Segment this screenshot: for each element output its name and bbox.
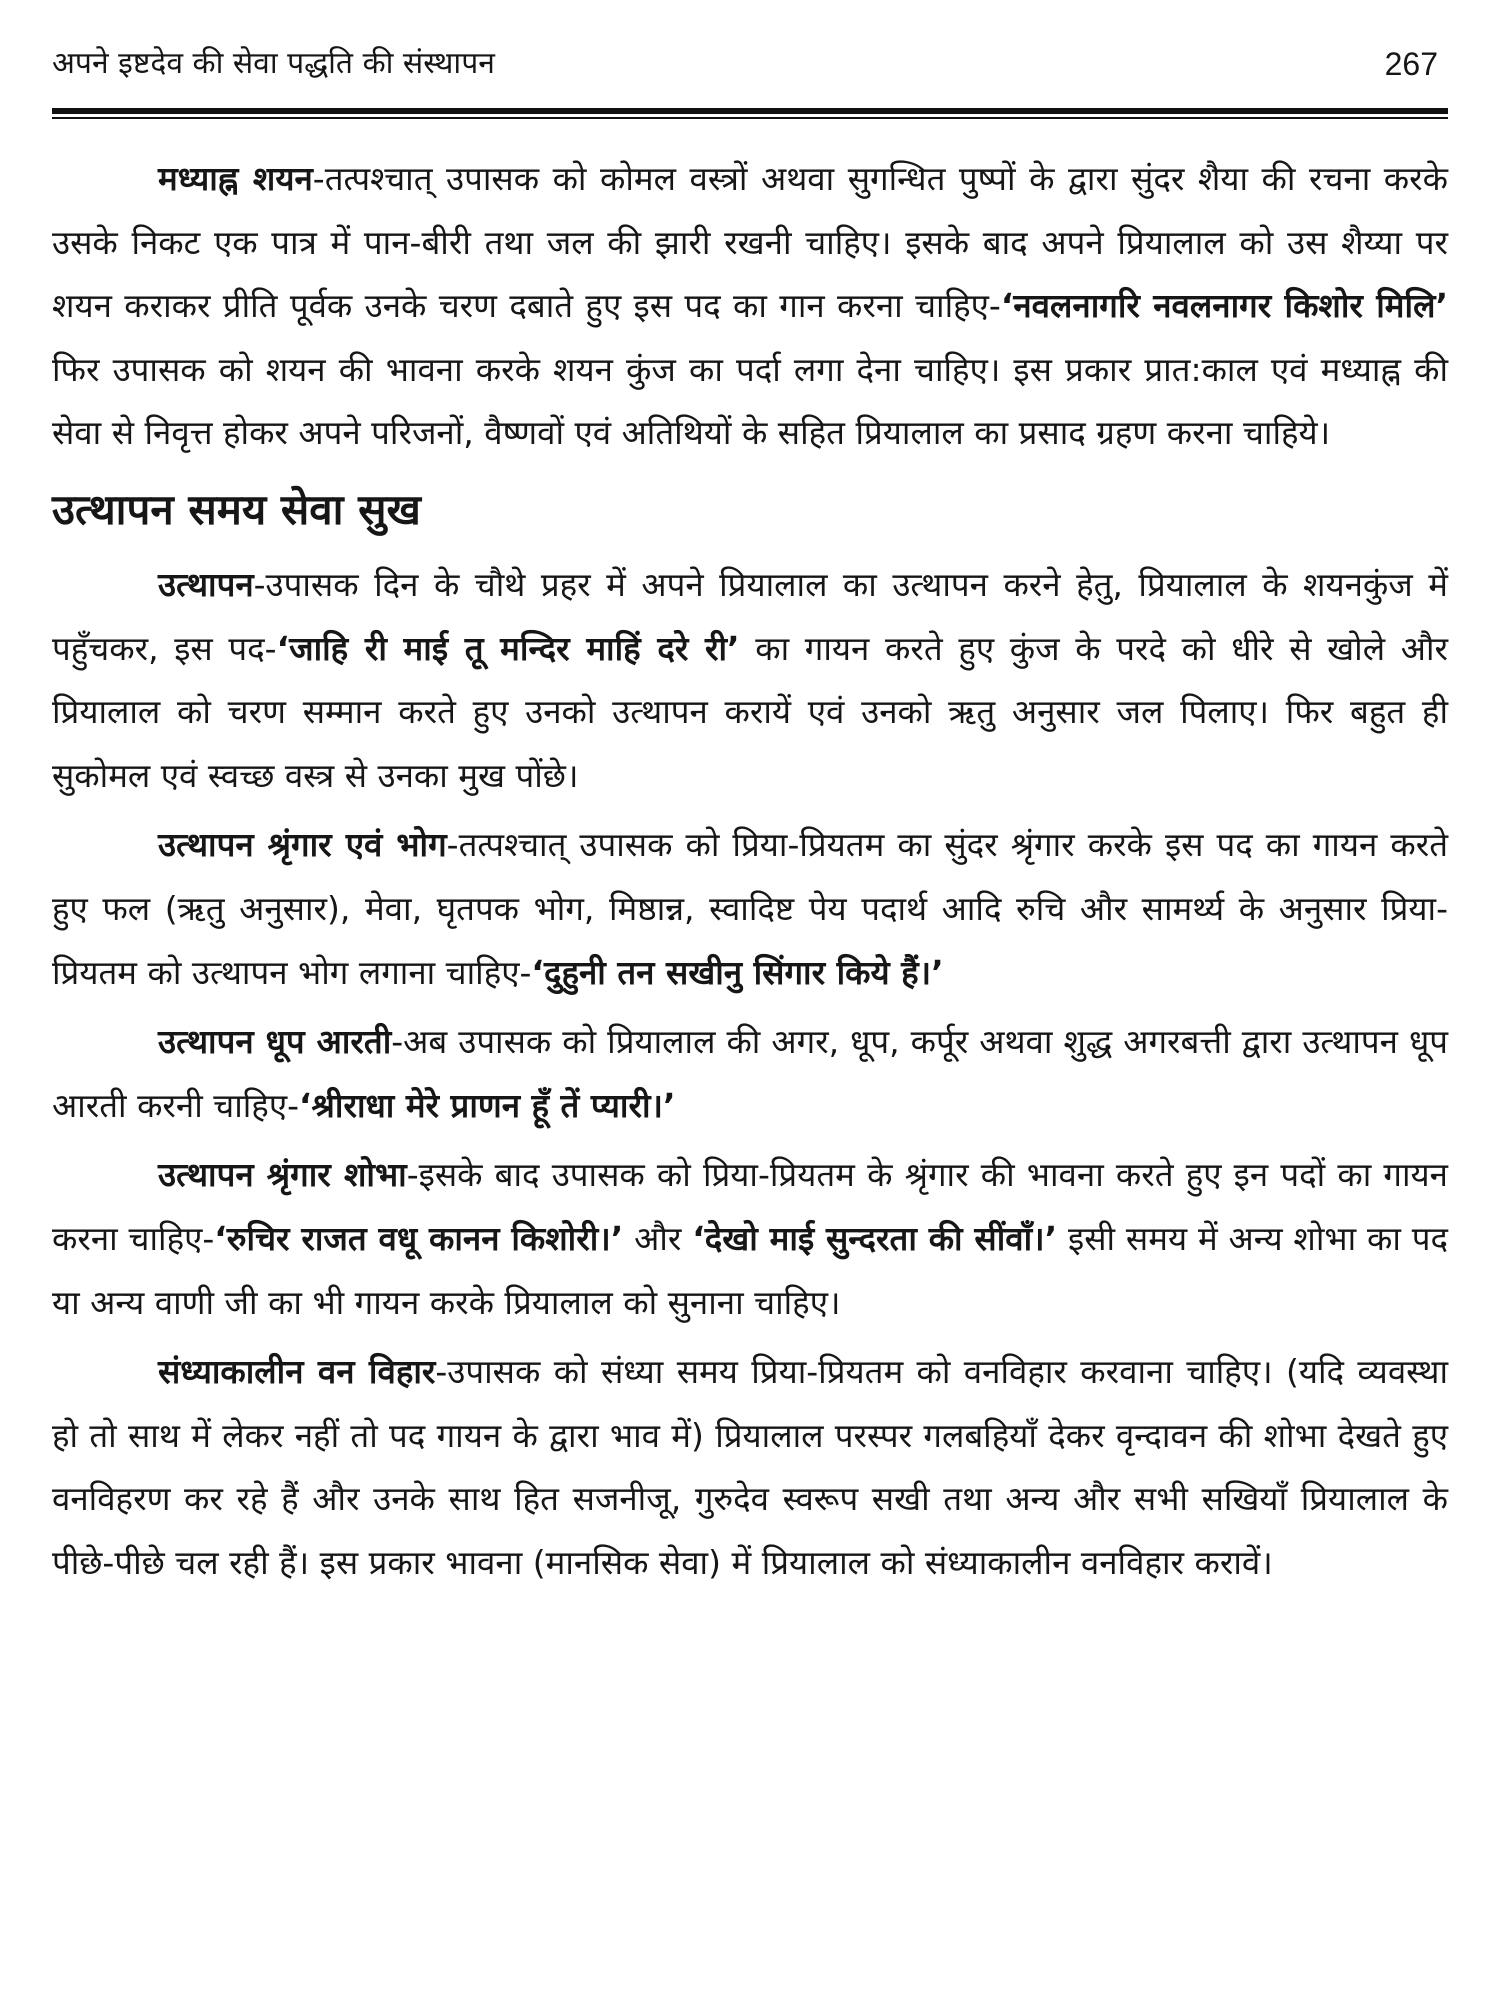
paragraph-text: का गायन करते हुए कुंज के परदे को धीरे से खोले और प्रियालाल को चरण सम्मान करते हुए उनको उत्थापन करायें एवं उनको ऋतु अनुसार जल पिलाए। फिर बहुत ही सुकोमल एवं स्वच्छ वस्त्र से उनका मुख पोंछे। — [52, 628, 1448, 795]
section-heading: उत्थापन समय सेवा सुख — [52, 484, 421, 534]
pada-quote: ‘श्रीराधा मेरे प्राणन हूँ तें प्यारी।’ — [299, 1085, 676, 1125]
paragraph-lead-term: मध्याह्न शयन — [158, 159, 313, 198]
pada-quote: ‘देखो माई सुन्दरता की सींवाँ।’ — [692, 1218, 1058, 1258]
paragraph-lead-term: उत्थापन — [158, 564, 254, 604]
header-rule-thin — [52, 117, 1448, 119]
pada-quote: ‘नवलनागरि नवलनागर किशोर मिलि’ — [1000, 286, 1448, 326]
paragraph — [52, 813, 1448, 1004]
pada-quote: ‘रुचिर राजत वधू कानन किशोरी।’ — [214, 1218, 624, 1258]
paragraph-text: -अब उपासक को प्रियालाल की अगर, धूप, कर्पूर अथवा शुद्ध अगरबत्ती द्वारा उत्थापन धूप आरती करनी चाहिए- — [52, 1022, 1448, 1125]
running-title: अपने इष्टदेव की सेवा पद्धति की संस्थापन — [52, 46, 495, 81]
paragraph-lead-term: उत्थापन धूप आरती — [158, 1022, 392, 1062]
paragraph-text: -तत्पश्चात् उपासक को कोमल वस्त्रों अथवा सुगन्धित पुष्पों के द्वारा सुंदर शैया की रचना करके उसके निकट एक पात्र में पान-बीरी तथा जल की झारी रखनी चाहिए। इसके बाद अपने प्रियालाल को उस शैय्या पर शयन कराकर प्रीति पूर्वक उनके चरण दबाते हुए इस पद का गान करना चाहिए- — [52, 159, 1448, 326]
paragraph — [52, 1143, 1448, 1334]
body-text — [52, 147, 1448, 1594]
paragraph-text: -उपासक को संध्या समय प्रिया-प्रियतम को वनविहार करवाना चाहिए। (यदि व्यवस्था हो तो साथ में लेकर नहीं तो पद गायन के द्वारा भाव में) प्रियालाल परस्पर गलबहियाँ देकर वृन्दावन की शोभा देखते हुए वनविहरण कर रहे हैं और उनके साथ हित सजनीजू, गुरुदेव स्वरूप सखी तथा अन्य और सभी सखियाँ प्रियालाल के पीछे-पीछे चल रही हैं। इस प्रकार भावना (मानसिक सेवा) में प्रियालाल को संध्याकालीन वनविहार करावें। — [52, 1352, 1448, 1582]
pada-quote: ‘दुहुनी तन सखीनु सिंगार किये हैं।’ — [531, 952, 944, 992]
paragraph-text: इसी समय में अन्य शोभा का पद या अन्य वाणी जी का भी गायन करके प्रियालाल को सुनाना चाहिए। — [52, 1218, 1448, 1322]
paragraph-text: और — [623, 1218, 693, 1258]
page-number: 267 — [1384, 46, 1438, 82]
paragraph-text: -उपासक दिन के चौथे प्रहर में अपने प्रियालाल का उत्थापन करने हेतु, प्रियालाल के शयनकुंज में पहुँचकर, इस पद- — [52, 564, 1448, 668]
paragraph-text: फिर उपासक को शयन की भावना करके शयन कुंज का पर्दा लगा देना चाहिए। इस प्रकार प्रात:काल एवं मध्याह्न की सेवा से निवृत्त होकर अपने परिजनों, वैष्णवों एवं अतिथियों के सहित प्रियालाल का प्रसाद ग्रहण करना चाहिये। — [52, 349, 1448, 453]
paragraph-text: -इसके बाद उपासक को प्रिया-प्रियतम के श्रृंगार की भावना करते हुए इन पदों का गायन करना चाहिए- — [52, 1155, 1448, 1258]
paragraph-lead-term: उत्थापन श्रृंगार एवं भोग — [158, 825, 447, 865]
header-rule-thick — [52, 108, 1448, 114]
paragraph — [52, 553, 1448, 807]
paragraph-lead-term: उत्थापन श्रृंगार शोभा — [158, 1155, 407, 1195]
paragraph — [52, 1010, 1448, 1137]
paragraph — [52, 1340, 1448, 1594]
paragraph — [52, 147, 1448, 465]
running-header — [52, 38, 1448, 84]
paragraph-lead-term: संध्याकालीन वन विहार — [158, 1352, 436, 1392]
pada-quote: ‘जाहि री माई तू मन्दिर माहिं दरे री’ — [276, 628, 740, 668]
paragraph-text: -तत्पश्चात् उपासक को प्रिया-प्रियतम का सुंदर श्रृंगार करके इस पद का गायन करते हुए फल (ऋतु अनुसार), मेवा, घृतपक भोग, मिष्ठान्न, स्वादिष्ट पेय पदार्थ आदि रुचि और सामर्थ्य के अनुसार प्रिया-प्रियतम को उत्थापन भोग लगाना चाहिए- — [52, 825, 1449, 992]
